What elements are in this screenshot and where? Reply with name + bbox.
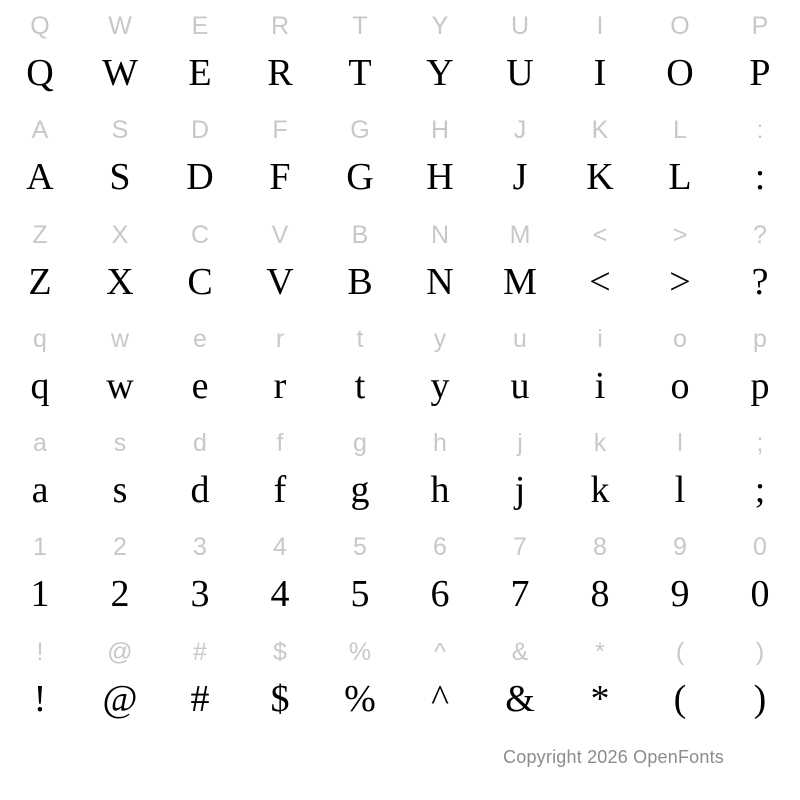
glyph-sample: G — [346, 156, 374, 199]
reference-label: 5 — [353, 533, 367, 562]
reference-label-row — [0, 209, 800, 249]
glyph-sample: * — [590, 677, 610, 720]
reference-label: G — [350, 116, 370, 145]
glyph-sample: h — [430, 469, 450, 512]
reference-label: J — [513, 116, 527, 145]
glyph-sample: P — [749, 52, 771, 94]
glyph-sample: d — [190, 469, 210, 512]
reference-label: 4 — [273, 533, 287, 562]
reference-label: r — [275, 324, 285, 353]
copyright-notice: Copyright 2026 OpenFonts — [503, 747, 724, 767]
glyph-sample: 3 — [190, 573, 210, 616]
glyph-sample: L — [668, 156, 692, 199]
glyph-sample: r — [273, 364, 287, 407]
reference-label: < — [592, 220, 608, 249]
glyph-row — [0, 144, 800, 201]
reference-label: ! — [36, 637, 44, 666]
glyph-sample: g — [350, 469, 370, 512]
reference-label: # — [193, 637, 207, 666]
glyph-sample: ! — [33, 677, 47, 720]
reference-label: ? — [753, 220, 767, 249]
glyph-sample: ; — [754, 469, 766, 512]
glyph-row — [0, 457, 800, 514]
reference-label: D — [190, 116, 210, 145]
reference-label: > — [672, 220, 688, 249]
reference-label: K — [591, 116, 609, 145]
reference-label: y — [433, 324, 447, 353]
reference-label: B — [351, 220, 369, 249]
reference-label: Z — [32, 220, 48, 249]
glyph-sample: X — [106, 260, 134, 303]
glyph-sample: s — [112, 469, 128, 512]
glyph-sample: N — [426, 260, 454, 303]
glyph-sample: D — [186, 156, 214, 199]
glyph-sample: U — [506, 52, 534, 94]
glyph-row — [0, 666, 800, 723]
reference-label: t — [356, 324, 364, 353]
glyph-sample: K — [586, 156, 614, 199]
glyph-sample: 8 — [590, 573, 610, 616]
glyph-sample: p — [750, 364, 770, 407]
reference-label: 6 — [433, 533, 447, 562]
glyph-sample: & — [505, 677, 535, 720]
reference-label: p — [753, 324, 767, 353]
reference-label: V — [271, 220, 289, 249]
glyph-sample: ^ — [431, 677, 449, 720]
glyph-sample: e — [191, 364, 209, 407]
reference-label: N — [430, 220, 450, 249]
glyph-sample: i — [594, 364, 606, 407]
reference-label: s — [113, 429, 127, 458]
glyph-sample: ) — [753, 677, 767, 720]
glyph-sample: O — [666, 52, 694, 94]
reference-label: S — [111, 116, 129, 145]
glyph-row — [0, 561, 800, 618]
reference-label-row — [0, 626, 800, 666]
reference-label: Y — [431, 12, 449, 40]
character-row-group — [0, 104, 800, 208]
reference-label-row — [0, 313, 800, 353]
reference-label: U — [510, 12, 530, 40]
reference-label: i — [597, 324, 603, 353]
reference-label: * — [595, 637, 605, 666]
reference-label-row — [0, 104, 800, 144]
reference-label: E — [191, 12, 209, 40]
glyph-row — [0, 249, 800, 306]
reference-label: @ — [107, 637, 133, 666]
glyph-sample: w — [106, 364, 134, 407]
glyph-sample: W — [102, 52, 138, 94]
glyph-sample: y — [430, 364, 450, 407]
glyph-sample: ? — [751, 260, 769, 303]
glyph-sample: 2 — [110, 573, 130, 616]
reference-label: T — [352, 12, 368, 40]
reference-label: M — [509, 220, 531, 249]
reference-label: o — [673, 324, 687, 353]
glyph-sample: k — [590, 469, 610, 512]
reference-label: F — [272, 116, 288, 145]
glyph-sample: C — [187, 260, 213, 303]
reference-label: H — [430, 116, 450, 145]
glyph-sample: < — [589, 260, 611, 303]
reference-label-row — [0, 0, 800, 40]
glyph-sample: 5 — [350, 573, 370, 616]
glyph-sample: 6 — [430, 573, 450, 616]
glyph-sample: S — [109, 156, 131, 199]
reference-label: I — [596, 12, 604, 40]
glyph-sample: I — [593, 52, 607, 94]
glyph-sample: a — [31, 469, 49, 512]
reference-label: ) — [755, 637, 765, 666]
glyph-sample: J — [512, 156, 528, 199]
character-row-group — [0, 313, 800, 417]
glyph-sample: B — [347, 260, 373, 303]
glyph-sample: f — [273, 469, 287, 512]
reference-label: O — [670, 12, 690, 40]
reference-label: 2 — [113, 533, 127, 562]
reference-label: u — [513, 324, 527, 353]
reference-label: h — [433, 429, 447, 458]
reference-label: 0 — [753, 533, 767, 562]
glyph-sample: u — [510, 364, 530, 407]
glyph-sample: Z — [28, 260, 52, 303]
glyph-sample: ( — [673, 677, 687, 720]
reference-label: g — [353, 429, 367, 458]
reference-label: $ — [273, 637, 287, 666]
glyph-sample: > — [669, 260, 691, 303]
reference-label-row — [0, 521, 800, 561]
character-row-group — [0, 209, 800, 313]
reference-label: 7 — [513, 533, 527, 562]
glyph-sample: T — [348, 52, 372, 94]
reference-label: L — [673, 116, 687, 145]
reference-label: 3 — [193, 533, 207, 562]
glyph-sample: Y — [426, 52, 454, 94]
glyph-sample: Q — [26, 52, 54, 94]
glyph-sample: V — [266, 260, 294, 303]
glyph-sample: 9 — [670, 573, 690, 616]
reference-label: C — [190, 220, 210, 249]
reference-label: 8 — [593, 533, 607, 562]
glyph-sample: : — [754, 156, 766, 199]
reference-label: w — [110, 324, 130, 353]
reference-label: d — [193, 429, 207, 458]
glyph-sample: t — [354, 364, 366, 407]
reference-label: A — [31, 116, 49, 145]
reference-label: q — [33, 324, 47, 353]
glyph-sample: E — [188, 52, 212, 94]
reference-label: 1 — [33, 533, 47, 562]
reference-label: ; — [756, 429, 764, 458]
reference-label: l — [677, 429, 683, 458]
character-row-group — [0, 417, 800, 521]
glyph-sample: M — [503, 260, 537, 303]
glyph-sample: A — [26, 156, 54, 199]
character-row-group — [0, 626, 800, 730]
glyph-sample: R — [267, 52, 293, 94]
reference-label: P — [751, 12, 769, 40]
reference-label: 9 — [673, 533, 687, 562]
glyph-sample: # — [190, 677, 210, 720]
reference-label-row — [0, 417, 800, 457]
glyph-sample: % — [344, 677, 376, 720]
character-row-group — [0, 521, 800, 625]
glyph-sample: 7 — [510, 573, 530, 616]
reference-label: k — [593, 429, 607, 458]
glyph-sample: 1 — [30, 573, 50, 616]
glyph-row — [0, 353, 800, 410]
glyph-sample: H — [426, 156, 454, 199]
character-row-group — [0, 0, 800, 104]
reference-label: W — [108, 12, 132, 40]
glyph-sample: j — [514, 469, 526, 512]
reference-label: Q — [30, 12, 50, 40]
glyph-sample: o — [670, 364, 690, 407]
glyph-sample: 0 — [750, 573, 770, 616]
glyph-sample: 4 — [270, 573, 290, 616]
glyph-sample: F — [269, 156, 291, 199]
reference-label: f — [276, 429, 284, 458]
glyph-sample: $ — [270, 677, 290, 720]
reference-label: R — [270, 12, 290, 40]
reference-label: ( — [675, 637, 685, 666]
glyph-sample: l — [674, 469, 686, 512]
reference-label: & — [511, 637, 529, 666]
reference-label: a — [33, 429, 47, 458]
reference-label: : — [756, 116, 764, 145]
glyph-sample: @ — [102, 677, 138, 720]
reference-label: e — [193, 324, 207, 353]
glyph-sample: q — [30, 364, 50, 407]
glyph-row — [0, 40, 800, 97]
reference-label: ^ — [434, 637, 446, 666]
reference-label: X — [111, 220, 129, 249]
reference-label: % — [348, 637, 372, 666]
reference-label: j — [517, 429, 523, 458]
